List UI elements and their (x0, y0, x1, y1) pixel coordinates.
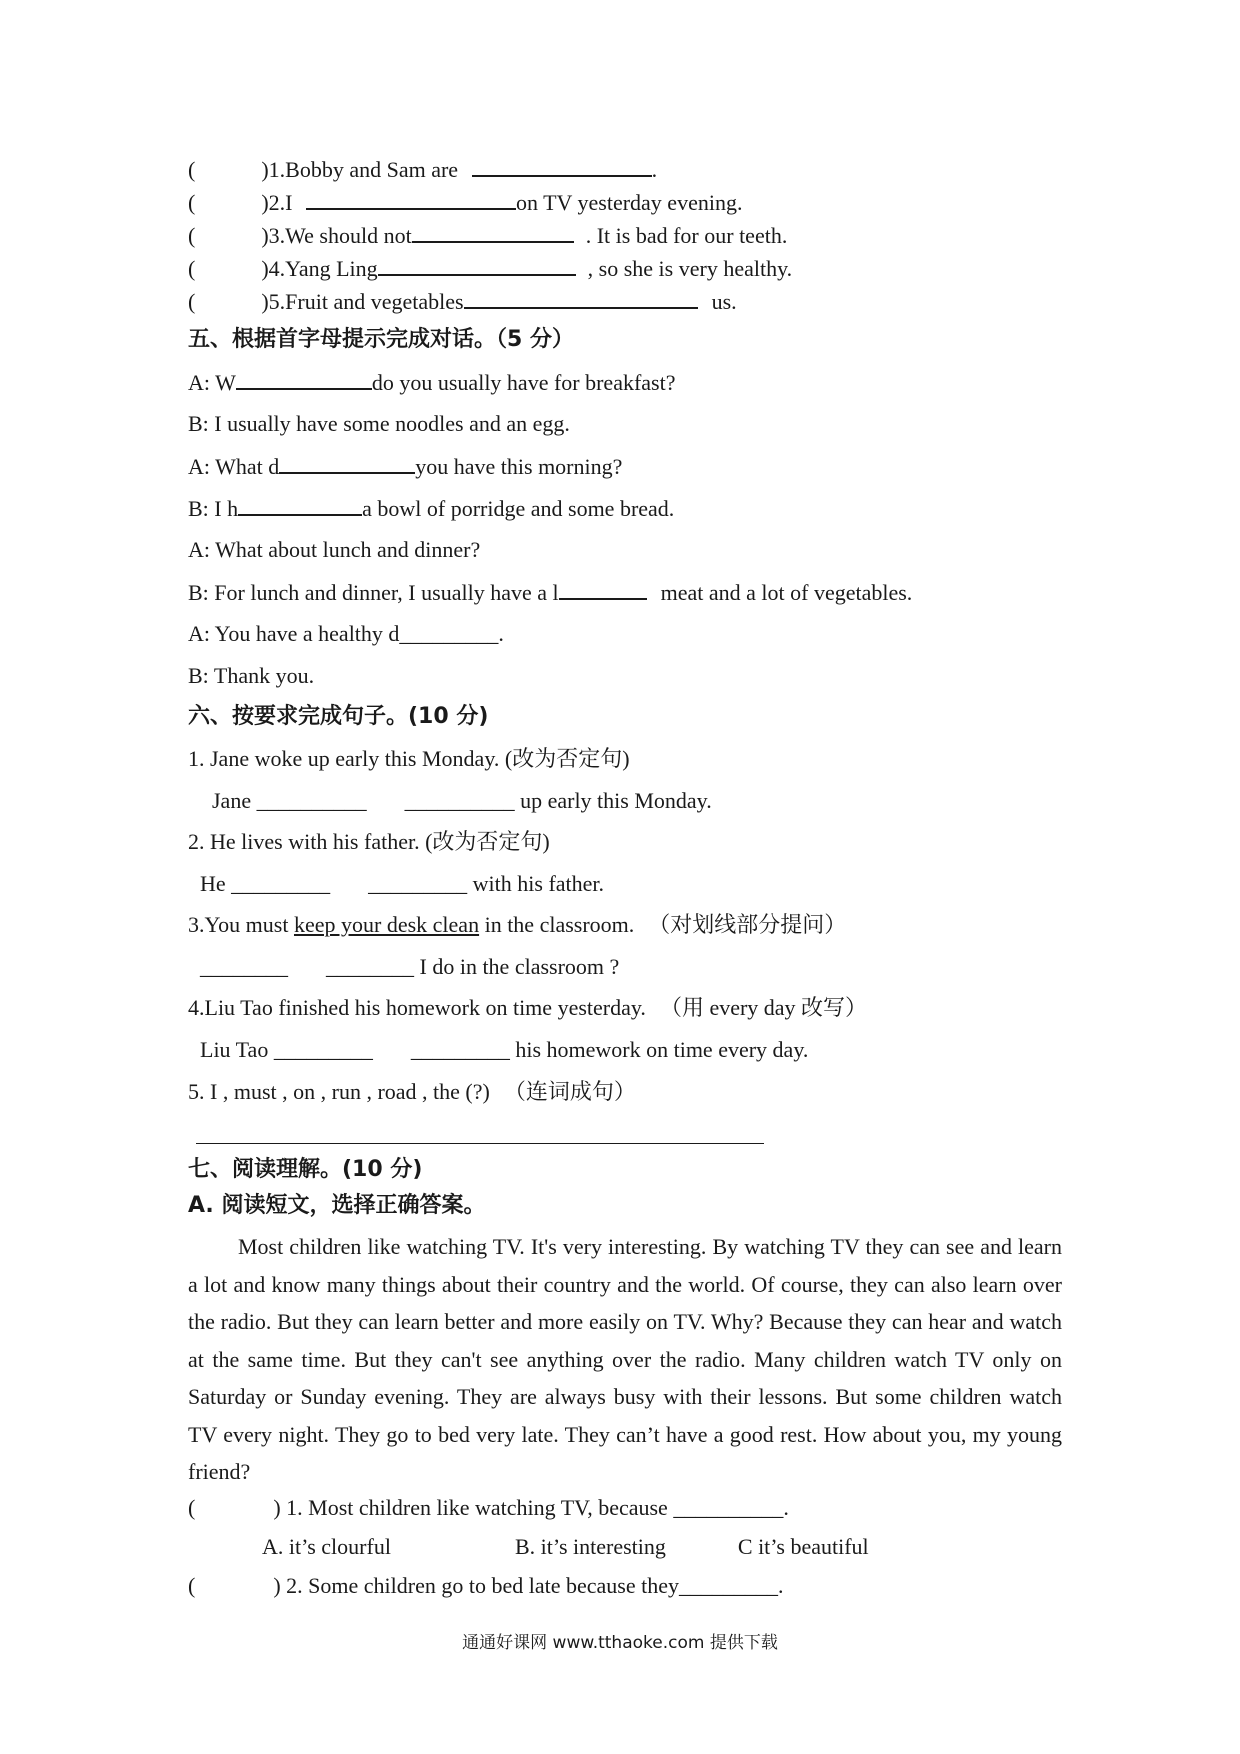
answer-blank[interactable] (378, 254, 576, 276)
section-heading-7: 七、阅读理解。(10 分) (188, 1157, 423, 1182)
answer-line-5[interactable] (196, 1143, 764, 1144)
subsection-heading-a: A. 阅读短文，选择正确答案。 (188, 1193, 486, 1218)
question-4: 4.Liu Tao finished his homework on time yesterday. （用 every day 改写） (188, 995, 868, 1020)
option-b[interactable]: B. it’s interesting (514, 1534, 666, 1559)
answer-blank[interactable]: ________ (326, 954, 414, 979)
part4-item-4: ( )4.Yang Ling , so she is very healthy. (188, 256, 793, 281)
section-heading-6: 六、按要求完成句子。(10 分) (188, 704, 489, 729)
answer-blank[interactable]: ________ (200, 954, 288, 979)
mc-question-1: ( ) 1. Most children like watching TV, because __________. (188, 1495, 789, 1520)
answer-blank[interactable] (236, 368, 372, 390)
answer-blank[interactable] (279, 452, 415, 474)
answer-blank[interactable] (306, 188, 516, 210)
section-heading-5: 五、根据首字母提示完成对话。（5 分） (188, 327, 574, 352)
answer-blank[interactable]: __________ (404, 788, 515, 813)
dialog-line: B: I h a bowl of porridge and some bread. (188, 496, 675, 521)
answer-line-4: Liu Tao _________ _________ his homework on time every day. (200, 1037, 809, 1062)
answer-blank[interactable] (238, 494, 362, 516)
part4-item-1: ( )1.Bobby and Sam are . (188, 157, 658, 182)
part4-item-3: ( )3.We should not . It is bad for our teeth. (188, 223, 788, 248)
dialog-line: A: What d you have this morning? (188, 454, 623, 479)
answer-blank[interactable]: _________ (368, 871, 468, 896)
answer-blank[interactable] (472, 155, 652, 177)
footer-source: 通通好课网 www.tthaoke.com 提供下载 (462, 1633, 778, 1653)
dialog-line: A: You have a healthy d_________. (188, 621, 504, 646)
answer-blank[interactable] (559, 578, 647, 600)
answer-blank[interactable] (412, 221, 574, 243)
question-3: 3.You must keep your desk clean in the classroom. （对划线部分提问） (188, 912, 847, 937)
option-c[interactable]: C it’s beautiful (737, 1534, 869, 1559)
mc-options-1 (262, 1533, 869, 1561)
question-2: 2. He lives with his father. (改为否定句) (188, 829, 550, 854)
part4-item-5: ( )5.Fruit and vegetables us. (188, 289, 737, 314)
answer-line-2: He _________ _________ with his father. (200, 871, 605, 896)
option-a[interactable]: A. it’s clourful (262, 1534, 391, 1559)
underlined-phrase: keep your desk clean (293, 912, 480, 937)
answer-line-1: Jane __________ __________ up early this Monday. (212, 788, 712, 813)
dialog-line: A: What about lunch and dinner? (188, 537, 481, 562)
dialog-line: B: For lunch and dinner, I usually have a l meat and a lot of vegetables. (188, 580, 913, 605)
answer-blank[interactable]: __________ (256, 788, 367, 813)
answer-blank[interactable]: _________ (273, 1037, 373, 1062)
answer-blank[interactable]: _________ (410, 1037, 510, 1062)
dialog-line: B: I usually have some noodles and an egg. (188, 411, 570, 436)
part4-item-2: ( )2.I on TV yesterday evening. (188, 190, 743, 215)
dialog-line: A: W do you usually have for breakfast? (188, 370, 676, 395)
answer-blank[interactable] (464, 287, 698, 309)
answer-line-3: ________ ________ I do in the classroom ? (200, 954, 620, 979)
question-5: 5. I , must , on , run , road , the (?) （连词成句） (188, 1079, 636, 1104)
question-1: 1. Jane woke up early this Monday. (改为否定句) (188, 746, 630, 771)
reading-passage: Most children like watching TV. It's very interesting. By watching TV they can see and learn a lot and know many things about their country and the world. Of course, they can also learn over the radio. But they can learn better and more easily on TV. Why? Because they can hear and watch at the same time. But they can't see anything over the radio. Many children watch TV only on Saturday or Sunday evening. They are always busy with their lessons. But some children watch TV every night. They go to bed very late. They can’t have a good rest. How about you, my young friend? (188, 1234, 1062, 1484)
dialog-line: B: Thank you. (188, 663, 315, 688)
answer-blank[interactable]: _________ (231, 871, 331, 896)
mc-question-2: ( ) 2. Some children go to bed late because they_________. (188, 1573, 784, 1598)
